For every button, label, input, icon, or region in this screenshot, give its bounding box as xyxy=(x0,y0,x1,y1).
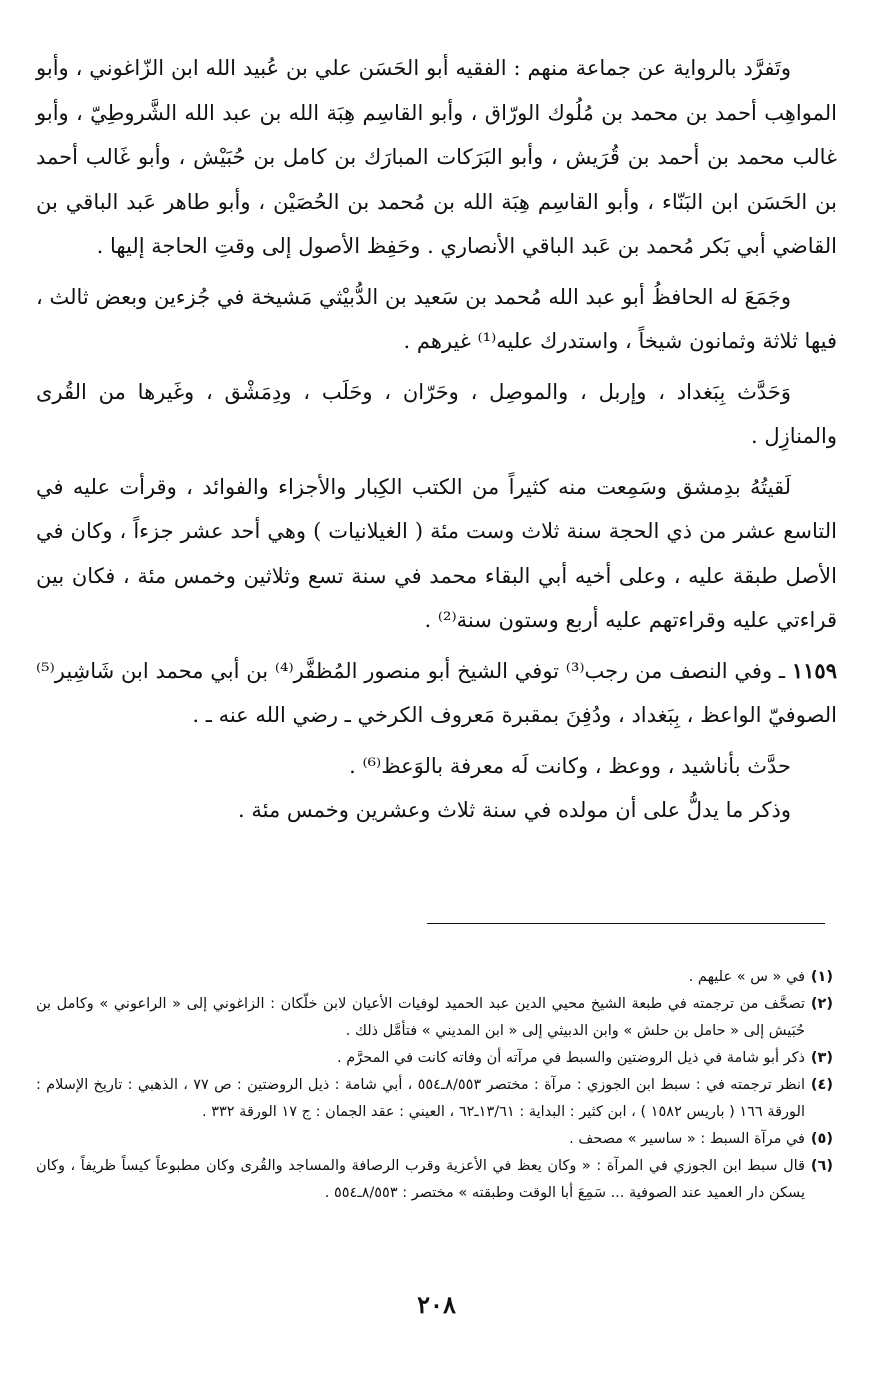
footnotes xyxy=(36,964,833,1207)
entry-dash: ـ xyxy=(772,658,792,683)
entry-text: وفي النصف من رجب⁽³⁾ توفي الشيخ أبو منصور المُظفَّر⁽⁴⁾ بن أبي محمد ابن شَاشِير⁽⁵⁾ الصوفيّ الواعظ ، بِبَغداد ، ودُفِنَ بمقبرة مَعروف الكرخي ـ رضي الله عنه ـ . xyxy=(36,658,837,727)
entry-number: ١١٥٩ xyxy=(791,657,837,683)
footnote-number: (٥) xyxy=(810,1131,833,1147)
paragraph-preaching: حدَّث بأناشيد ، ووعظ ، وكانت لَه معرفة بالوَعظ⁽⁶⁾ . xyxy=(349,753,791,778)
footnote-4 xyxy=(36,1072,833,1126)
footnote-number: (٤) xyxy=(810,1077,833,1093)
footnote-text: تصحَّف من ترجمته في طبعة الشيخ محيي الدين عبد الحميد لوفيات الأعيان لابن خلّكان : الزاغوني إلى « الراعوني » وكامل بن حُبَيش إلى « حامل بن حلش » وابن الدبيثي إلى « ابن المديني » فتأمَّل ذلك . xyxy=(36,996,805,1039)
paragraph-birth: وذكر ما يدلُّ على أن مولده في سنة ثلاث وعشرين وخمس مئة . xyxy=(238,798,791,822)
footnote-number: (٦) xyxy=(810,1158,833,1174)
paragraph-meeting: لَقيتُهُ بدِمشق وسَمِعت منه كثيراً من الكتب الكِبار والأجزاء والفوائد ، وقرأت عليه في التاسع عشر من ذي الحجة سنة ثلاث وست مئة ( الغيلانيات ) وهي أحد عشر جزءاً ، وكان في الأصل طبقة عليه ، وعلى أخيه أبي البقاء محمد في سنة تسع وثلاثين وخمس مئة ، فكان بين قراءتي عليه وقراءتهم عليه أربع وستون سنة⁽²⁾ . xyxy=(36,474,837,632)
footnote-6 xyxy=(36,1153,833,1207)
footnote-text: ذكر أبو شامة في ذيل الروضتين والسبط في مرآته أن وفاته كانت في المحرَّم . xyxy=(337,1050,805,1066)
page-number: ٢٠٨ xyxy=(417,1290,456,1319)
footnote-5 xyxy=(36,1126,833,1153)
paragraph-narration-places: وَحَدَّث بِبَغداد ، وإربل ، والموصِل ، وحَرّان ، وحَلَب ، ودِمَشْق ، وغَيرها من القُرى والمنازِل . xyxy=(36,379,837,448)
footnote-text: انظر ترجمته في : سبط ابن الجوزي : مرآة : مختصر ٨/٥٥٣ـ٥٥٤ ، أبي شامة : ذيل الروضتين : ص ٧٧ ، الذهبي : تاريخ الإسلام : الورقة ١٦٦ ( باريس ١٥٨٢ ) ، ابن كثير : البداية : ١٣/٦١ـ٦٢ ، العيني : عقد الجمان : ج ١٧ الورقة ٣٣٢ . xyxy=(36,1077,806,1120)
footnote-text: في « س » عليهم . xyxy=(688,969,805,985)
entry-1159 xyxy=(36,649,837,738)
footnote-number: (٢) xyxy=(810,996,833,1012)
footnote-3 xyxy=(36,1045,833,1072)
footnote-number: (١) xyxy=(810,969,833,985)
paragraph-mashyakha: وجَمَعَ له الحافظُ أبو عبد الله مُحمد بن سَعيد بن الدُّبيْثي مَشيخة في جُزءين وبعض ثالث ، فيها ثلاثة وثمانون شيخاً ، واستدرك عليه⁽¹⁾ غيرهم . xyxy=(36,284,837,353)
footnote-2 xyxy=(36,991,833,1045)
footnote-number: (٣) xyxy=(810,1050,833,1066)
main-text xyxy=(36,46,837,833)
footnote-text: في مرآة السبط : « ساسير » مصحف . xyxy=(569,1131,805,1147)
footnote-separator xyxy=(427,923,825,924)
paragraph-narrators: وتَفرَّد بالرواية عن جماعة منهم : الفقيه أبو الحَسَن علي بن عُبيد الله ابن الزّاغوني ، وأبو المواهِب أحمد بن محمد بن مُلُوك الورّاق ، وأبو القاسِم هِبَة الله بن عبد الله الشَّروطِيّ ، وأبو غالب محمد بن أحمد بن قُرَيش ، وأبو البَرَكات المبارَك بن كامل بن حُبَيْش ، وأبو غَالب أحمد بن الحَسَن ابن البَنّاء ، وأبو القاسِم هِبَة الله بن مُحمد بن الحُصَيْن ، وأبو طاهر عَبد الباقي بن القاضي أبي بَكر مُحمد بن عَبد الباقي الأنصاري . وحَفِظ الأصول إلى وقتِ الحاجة إليها . xyxy=(36,56,837,258)
footnote-text: قال سبط ابن الجوزي في المرآة : « وكان يعظ في الأعزية وقرب الرصافة والمساجد والقُرى وكان مطبوعاً كيساً ظريفاً ، وكان يسكن دار العميد عند الصوفية ... سَمِعَ أبا الوقت وطبقته » مختصر : ٨/٥٥٣ـ٥٥٤ . xyxy=(36,1158,805,1201)
footnote-1 xyxy=(36,964,833,991)
